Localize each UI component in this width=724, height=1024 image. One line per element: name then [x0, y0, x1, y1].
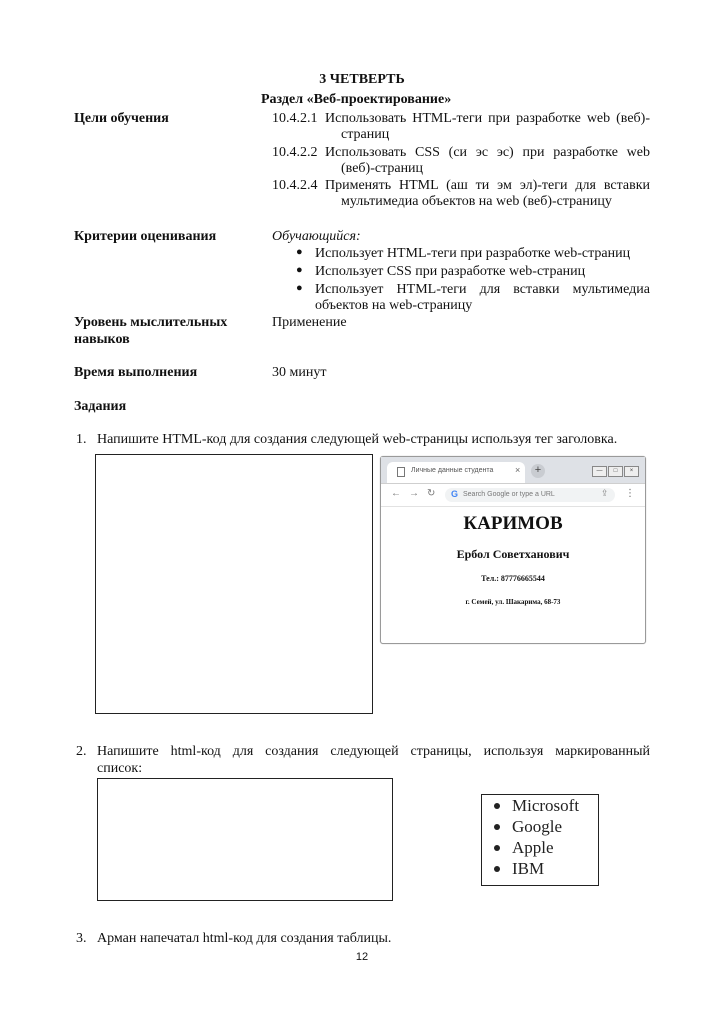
page-h2: Ербол Советханович	[456, 547, 570, 561]
time-value: 30 минут	[272, 365, 327, 380]
maximize-icon: □	[608, 466, 623, 477]
task-2-number: 2.	[76, 744, 87, 759]
goal-3-code: 10.4.2.4	[272, 178, 318, 193]
goal-1-line1: Использовать HTML-теги при разработке web (веб)-	[325, 111, 650, 126]
page-h1: КАРИМОВ	[463, 513, 563, 534]
menu-icon: ⋮	[625, 488, 635, 499]
share-icon: ⇪	[601, 488, 609, 498]
browser-tab-title: Личные данные студента	[411, 467, 494, 474]
task-2-line2: список:	[97, 761, 143, 776]
back-icon: ←	[391, 488, 401, 499]
close-icon: ×	[515, 465, 521, 475]
time-label: Время выполнения	[74, 365, 198, 380]
criteria-intro: Обучающийся:	[272, 229, 361, 244]
criteria-label: Критерии оценивания	[74, 229, 217, 244]
bullet-icon: ●	[296, 264, 303, 276]
list-item: Apple	[482, 837, 598, 858]
page-number: 12	[355, 951, 369, 963]
goal-2-line2: (веб)-страниц	[341, 161, 424, 176]
section-heading: Раздел «Веб-проектирование»	[261, 92, 452, 107]
criteria-item-1: Использует HTML-теги при разработке web-страниц	[315, 246, 631, 261]
google-icon: G	[451, 489, 459, 499]
goal-2-line1: Использовать CSS (си эс эс) при разработке web	[325, 145, 650, 160]
goal-2-code: 10.4.2.2	[272, 145, 318, 160]
minimize-icon: —	[592, 466, 607, 477]
criteria-item-3-cont: объектов на web-страницу	[315, 298, 473, 313]
task-3-text: Арман напечатал html-код для создания таблицы.	[97, 931, 392, 946]
skills-value: Применение	[272, 315, 347, 330]
skills-label-line2: навыков	[74, 332, 130, 347]
task-1-text: Напишите HTML-код для создания следующей web-страницы используя тег заголовка.	[97, 432, 618, 447]
close-window-icon: ×	[624, 466, 639, 477]
bullet-icon: ●	[296, 246, 303, 258]
window-controls	[591, 459, 639, 477]
quarter-heading: 3 ЧЕТВЕРТЬ	[319, 72, 405, 87]
browser-tab-bar	[381, 457, 645, 484]
criteria-item-3: Использует HTML-теги для вставки мультимедиа	[315, 282, 650, 297]
bullet-icon: ●	[296, 282, 303, 294]
page-address: г. Семей, ул. Шакарима, 68-73	[465, 598, 561, 606]
list-item: Google	[482, 816, 598, 837]
goal-1-code: 10.4.2.1	[272, 111, 318, 126]
bulleted-list-sample	[481, 794, 599, 886]
task-1-number: 1.	[76, 432, 87, 447]
criteria-item-2: Использует CSS при разработке web-страниц	[315, 264, 586, 279]
address-placeholder: Search Google or type a URL	[463, 491, 555, 498]
page-phone: Тел.: 87776665544	[481, 574, 545, 583]
task-2-line1: Напишите html-код для создания следующей страницы, используя маркированный	[97, 744, 650, 759]
forward-icon: →	[409, 488, 419, 499]
document-icon	[397, 467, 405, 477]
reload-icon: ↻	[427, 488, 436, 499]
goal-1-line2: страниц	[341, 127, 390, 142]
browser-page-content	[381, 507, 645, 607]
goal-3-line2: мультимедиа объектов на web (веб)-страницу	[341, 194, 612, 209]
goal-3-line1: Применять HTML (аш ти эм эл)-теги для вставки	[325, 178, 650, 193]
task-3-number: 3.	[76, 931, 87, 946]
skills-label-line1: Уровень мыслительных	[74, 315, 228, 330]
list-item: Microsoft	[482, 795, 598, 816]
address-bar	[445, 488, 615, 502]
tasks-heading: Задания	[74, 399, 127, 414]
task-1-answer-box	[95, 454, 373, 714]
browser-tab	[387, 462, 525, 483]
list-item: IBM	[482, 858, 598, 879]
new-tab-icon: +	[531, 464, 545, 478]
browser-screenshot	[380, 456, 646, 644]
task-2-answer-box	[97, 778, 393, 901]
goals-label: Цели обучения	[74, 111, 169, 126]
